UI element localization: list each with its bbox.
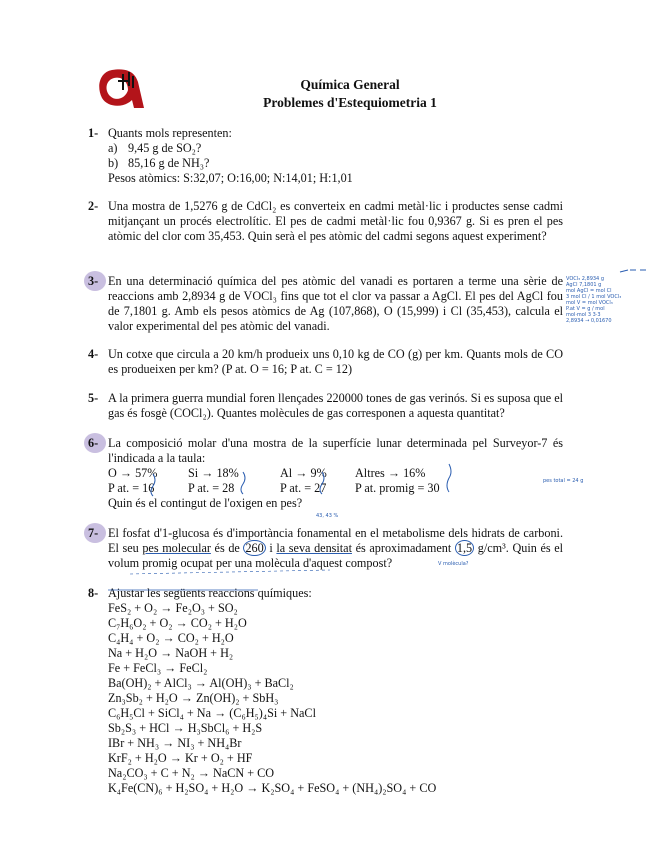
- problem-text: Un cotxe que circula a 20 km/h produeix uns 0,10 kg de CO (g) per km. Quants mols de CO es produeixen per km? (P at. O = 16; P at. C = 12): [108, 347, 563, 376]
- text-segment: g/cm³. Quin és el volum promig ocupat per una molècula d'aquest compost?: [108, 541, 564, 570]
- problem-text: Una mostra de 1,5276 g de CdCl₂ es converteix en cadmi metàl·lic i productes sense cadmi mitjançant un procés electrolític. El pes de cadmi metàl·lic fou 0,9367 g. Si es pren el pes atòmic del clor com 35,453. Quin serà el pes atòmic del cadmi segons aquest experiment?: [108, 199, 563, 243]
- text-segment: és de: [210, 541, 244, 555]
- circled-value: 260: [245, 541, 264, 555]
- item-a: 9,45 g de SO₂?: [128, 141, 202, 155]
- table-cell: P at. = 16: [108, 481, 155, 495]
- item-b: 85,16 g de NH₃?: [128, 156, 210, 170]
- underlined-term: pes molecular: [142, 541, 211, 555]
- table-cell: P at. promig = 30: [355, 481, 440, 495]
- problem-number: 1-: [88, 126, 99, 140]
- table-cell: Al → 9%: [280, 466, 327, 480]
- chemical-equation: Ba(OH)₂ + AlCl₃ → Al(OH)₃ + BaCl₂: [108, 676, 294, 690]
- table-cell: P at. = 28: [188, 481, 235, 495]
- underlined-term: la seva densitat: [276, 541, 352, 555]
- table-cell: P at. = 27: [280, 481, 327, 495]
- chemical-equation: Fe + FeCl₃ → FeCl₂: [108, 661, 208, 675]
- chemical-equation: IBr + NH₃ → NI₃ + NH₄Br: [108, 736, 242, 750]
- text-segment: i: [265, 541, 277, 555]
- chemical-equation: Na + H₂O → NaOH + H₂: [108, 646, 234, 660]
- problem-text: Ajustar les següents reaccions químiques:: [108, 586, 312, 600]
- problem-text: Quants mols representen:: [108, 126, 232, 140]
- document-title: Química General: [300, 77, 400, 92]
- handwritten-notes: VOCl₃ 2,8934 g AgCl 7,1801 g mol AgCl = mol Cl 3 mol Cl / 1 mol VOCl₃ mol V = mol VOCl₃ P.at V = g / mol mol·mol 3 3·3 2,8934 → 0,01670: [566, 276, 622, 324]
- problem-number: 2-: [88, 199, 99, 213]
- handwritten-note: V molècula?: [438, 561, 469, 567]
- problem-text: A la primera guerra mundial foren llençades 220000 tones de gas verinós. Si es suposa que el gas és fosgè (COCl₂). Quantes molècules de gas corresponen a aquesta quantitat?: [108, 391, 563, 420]
- text-segment: és aproximadament: [351, 541, 455, 555]
- chemical-equation: K₄Fe(CN)₆ + H₂SO₄ + H₂O → K₂SO₄ + FeSO₄ + (NH₄)₂SO₄ + CO: [108, 781, 437, 795]
- chemical-equation: FeS₂ + O₂ → Fe₂O₃ + SO₂: [108, 601, 238, 615]
- document-subtitle: Problemes d'Estequiometria 1: [263, 95, 437, 110]
- problem-number: 8-: [88, 586, 99, 600]
- chemical-equation: Zn₃Sb₂ + H₂O → Zn(OH)₂ + SbH₃: [108, 691, 279, 705]
- chemical-equation: C₄H₄ + O₂ → CO₂ + H₂O: [108, 631, 234, 645]
- chemical-equation: Na₂CO₃ + C + N₂ → NaCN + CO: [108, 766, 275, 780]
- item-label: a): [108, 141, 118, 155]
- table-cell: Si → 18%: [188, 466, 239, 480]
- problem-question: Quin és el contingut de l'oxigen en pes?: [108, 496, 303, 510]
- chemical-equation: Sb₂S₃ + HCl → H₃SbCl₆ + H₂S: [108, 721, 263, 735]
- item-label: b): [108, 156, 119, 170]
- text-segment: El fosfat d'1-glucosa és d'importància fonamental en el metabolisme dels hidrats de carboni. El seu: [108, 526, 563, 555]
- handwritten-note: 43, 43 %: [316, 513, 339, 519]
- problem-number: 6-: [88, 436, 99, 450]
- handwritten-note: pes total = 24 g: [543, 478, 584, 484]
- problem-number: 3-: [88, 274, 99, 288]
- problem-number: 4-: [88, 347, 99, 361]
- problem-number: 5-: [88, 391, 99, 405]
- circled-value: 1,5: [456, 541, 473, 555]
- table-cell: Altres → 16%: [355, 466, 426, 480]
- table-cell: O → 57%: [108, 466, 158, 480]
- problem-text: La composició molar d'una mostra de la superfície lunar determinada pel Surveyor-7 és l'indicada a la taula:: [108, 436, 563, 465]
- chemical-equation: C₆H₅Cl + SiCl₄ + Na → (C₆H₅)₄Si + NaCl: [108, 706, 316, 720]
- chemical-equation: C₇H₆O₂ + O₂ → CO₂ + H₂O: [108, 616, 247, 630]
- atomic-weights: Pesos atòmics: S:32,07; O:16,00; N:14,01; H:1,01: [108, 171, 353, 185]
- problem-number: 7-: [88, 526, 99, 540]
- problem-text: En una determinació química del pes atòmic del vanadi es portaren a terme una sèrie de reaccions amb 2,8934 g de VOCl₃ fins que tot el clor va passar a AgCl. El pes del AgCl fou de 7,1801 g. Amb els pesos atòmics de Ag (107,868), O (15,999) i Cl (35,453), calcula el valor experimental del pes atòmic del vanadi.: [108, 274, 563, 333]
- chemical-equation: KrF₂ + H₂O → Kr + O₂ + HF: [108, 751, 253, 765]
